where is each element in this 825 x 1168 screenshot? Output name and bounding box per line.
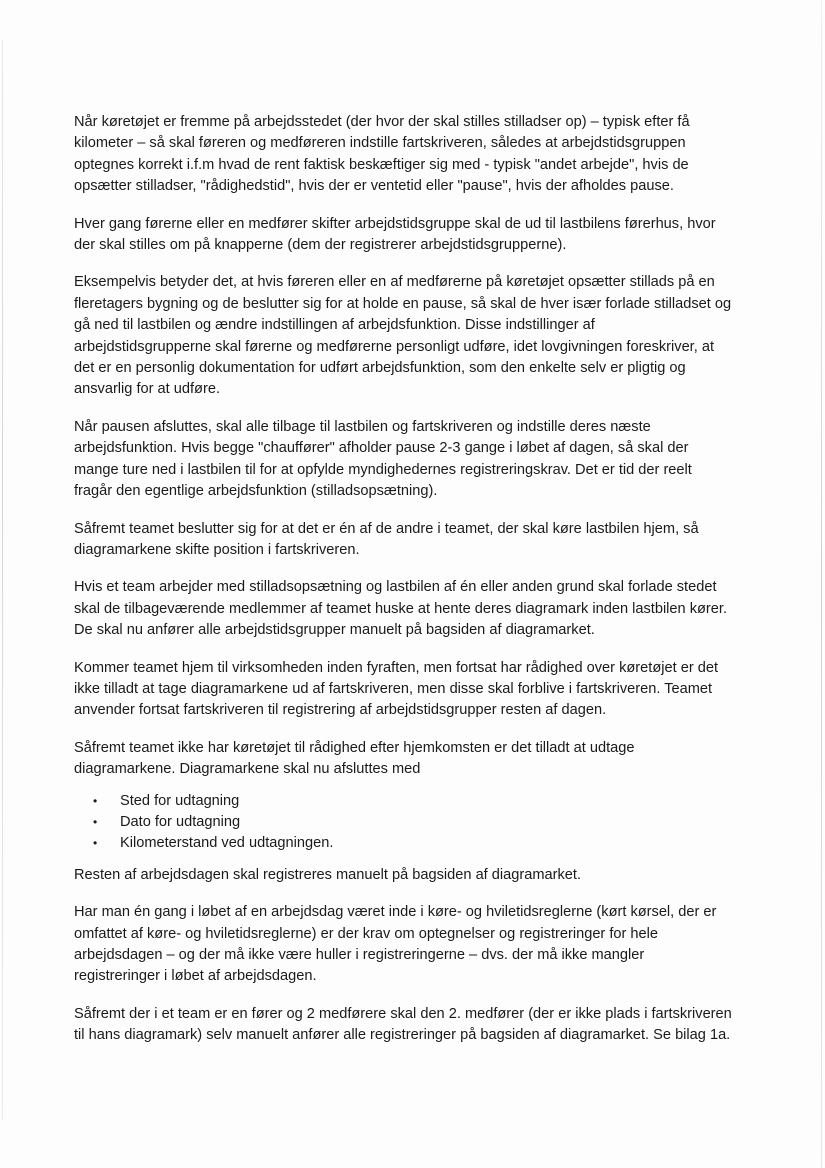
scan-edge-left xyxy=(2,40,3,1120)
list-item-text: Sted for udtagning xyxy=(120,792,240,809)
paragraph-truck-leaves: Hvis et team arbejder med stilladsopsætning og lastbilen af én eller anden grund skal forlade stedet skal de tilbageværende medlemmer af teamet huske at hente deres diagramark inden lastbilen kører. De skal nu anfører alle arbejdstidsgrupper manuelt på bagsiden af diagramarket. xyxy=(74,579,728,639)
paragraph-home-early: Kommer teamet hjem til virksomheden inden fyraften, men fortsat har rådighed over køretøjet er det ikke tilladt at tage diagramarkene ud af fartskriveren, men disse skal forblive i fartskriveren. Teamet anvender fortsat fartskriveren til registrering af arbejdstidsgrupper resten af dagen. xyxy=(74,659,719,719)
list-item xyxy=(93,833,734,854)
list-item-text: Kilometerstand ved udtagningen. xyxy=(120,835,334,852)
bullet-icon: • xyxy=(93,814,98,829)
closing-requirements-list xyxy=(74,791,734,855)
list-item xyxy=(93,791,734,812)
paragraph-change-group: Hver gang førerne eller en medfører skifter arbejdstidsgruppe skal de ud til lastbilens førerhus, hvor der skal stilles om på knapperne (dem der registrerer arbejdstidsgrupperne). xyxy=(74,215,716,254)
paragraph-second-codriver: Såfremt der i et team er en fører og 2 medførere skal den 2. medfører (der er ikke plads i fartskriveren til hans diagramark) selv manuelt anfører alle registreringer på bagsiden af diagramarket. Se bilag 1a. xyxy=(74,1005,732,1044)
bullet-icon: • xyxy=(93,793,98,808)
paragraph-full-day-records: Har man én gang i løbet af en arbejdsdag været inde i køre- og hviletidsreglerne (kørt kørsel, der er omfattet af køre- og hviletidsreglerne) er der krav om optegnelser og registreringer for hele arbejdsdagen – og der må ikke være huller i registreringerne – dvs. der må ikke mangler registreringer i løbet af arbejdsdagen. xyxy=(74,904,717,985)
paragraph-remove-sheets: Såfremt teamet ikke har køretøjet til rådighed efter hjemkomsten er det tilladt at udtage diagramarkene. Diagramarkene skal nu afsluttes med xyxy=(74,739,635,778)
paragraph-team-driver: Såfremt teamet beslutter sig for at det er én af de andre i teamet, der skal køre lastbilen hjem, så diagramarkene skifte position i fartskriveren. xyxy=(74,520,699,558)
paragraph-example: Eksempelvis betyder det, at hvis føreren eller en af medførerne på køretøjet opsætter stillads på en fleretagers bygning og de beslutter sig for at holde en pause, så skal de hver især forlade stilladset og gå ned til lastbilen og ændre indstillingen af arbejdsfunktion. Disse indstillinger af arbejdstidsgrupperne skal førerne og medførerne personligt udføre, idet lovgivningen foreskriver, at det er en personlig dokumentation for udført arbejdsfunktion, som den enkelte selv er pligtig og ansvarlig for at udføre. xyxy=(74,274,732,398)
list-item xyxy=(93,812,734,833)
paragraph-arrival: Når køretøjet er fremme på arbejdsstedet (der hvor der skal stilles stilladser op) – typisk efter få kilometer – så skal føreren og medføreren indstille fartskriveren, således at arbejdstidsgruppen optegnes korrekt i.f.m hvad de rent faktisk beskæftiger sig med - typisk "andet arbejde", hvis de opsætter stilladser, "rådighedstid", hvis der er ventetid eller "pause", hvis der afholdes pause. xyxy=(74,114,690,195)
scan-edge-right xyxy=(821,0,822,1168)
paragraph-pause-end: Når pausen afsluttes, skal alle tilbage til lastbilen og fartskriveren og indstille deres næste arbejdsfunktion. Hvis begge "chauffører" afholder pause 2-3 gange i løbet af dagen, så skal der mange ture ned i lastbilen til for at opfylde myndighedernes registreringskrav. Det er tid der reelt fragår den egentlige arbejdsfunktion (stilladsopsætning). xyxy=(74,418,692,500)
paragraph-manual-rest: Resten af arbejdsdagen skal registreres manuelt på bagsiden af diagramarket. xyxy=(74,866,582,883)
list-item-text: Dato for udtagning xyxy=(120,813,241,830)
document-body xyxy=(74,112,734,1063)
bullet-icon: • xyxy=(93,836,98,851)
